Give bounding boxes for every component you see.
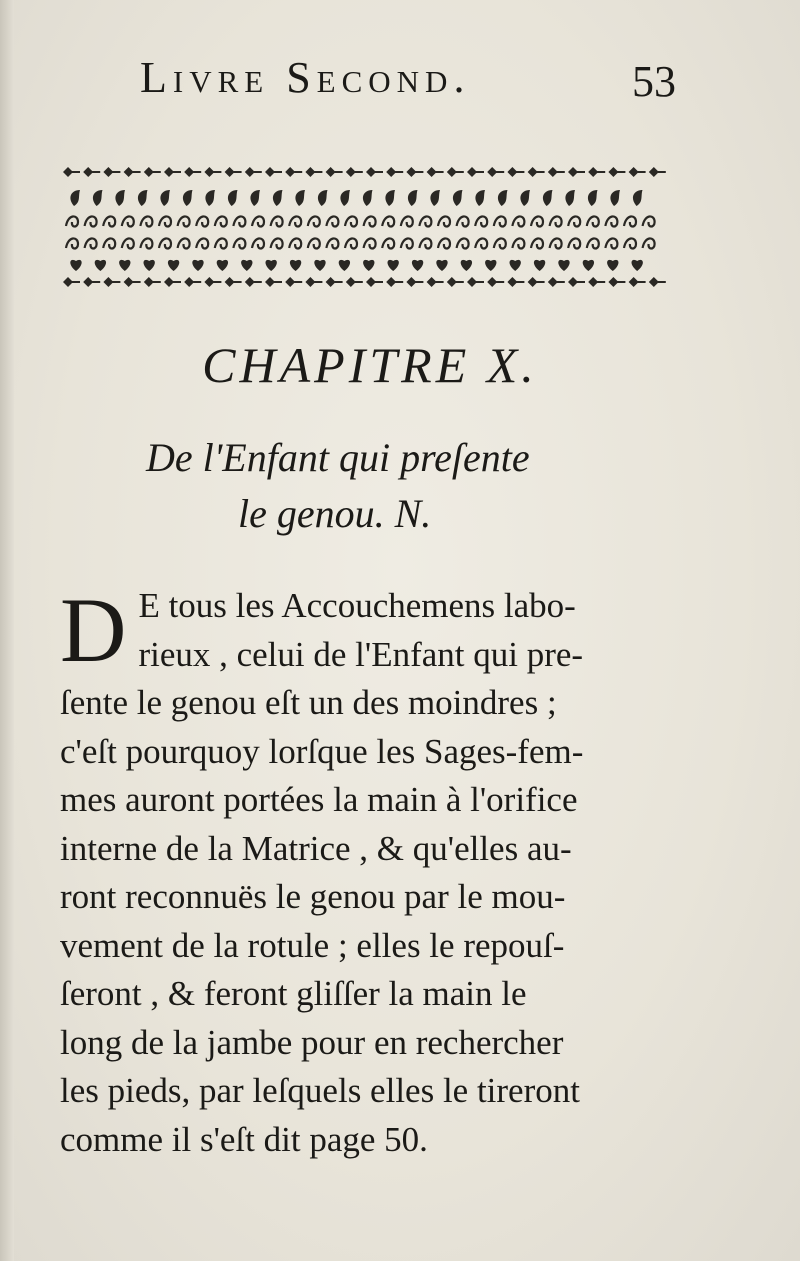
decorative-headpiece	[62, 162, 666, 292]
subtitle-line-1: De l'Enfant qui preſente	[146, 435, 530, 480]
text-line: long de la jambe pour en rechercher	[60, 1022, 564, 1062]
chapter-title: CHAPITRE X.	[202, 337, 538, 393]
drop-cap: D	[60, 579, 127, 681]
headpiece-ornament-icon	[62, 162, 666, 292]
text-line: vement de la rotule ; elles le repouſ-	[60, 925, 565, 965]
text-line: c'eſt pourquoy lorſque les Sages-fem-	[60, 731, 584, 771]
running-title: Livre Second.	[140, 53, 471, 102]
body-paragraph	[60, 579, 670, 1164]
text-line: les pieds, par leſquels elles le tireront	[60, 1071, 580, 1110]
chapter-subtitle	[60, 430, 680, 542]
page-number: 53	[632, 57, 676, 106]
text-line: ſeront , & feront gliſſer la main le	[60, 974, 527, 1013]
subtitle-line-2: le genou. N.	[238, 491, 432, 536]
text-line: ront reconnuës le genou par le mou-	[60, 877, 566, 916]
text-line: interne de la Matrice , & qu'elles au-	[60, 828, 572, 868]
text-line: mes auront portées la main à l'orifice	[60, 780, 578, 819]
text-line: E tous les Accouchemens labo-	[138, 586, 576, 625]
text-line: rieux , celui de l'Enfant qui pre-	[138, 634, 584, 674]
text-line: ſente le genou eſt un des moindres ;	[60, 683, 557, 722]
page-header	[90, 52, 690, 112]
text-line: comme il s'eſt dit page 50.	[60, 1119, 428, 1159]
